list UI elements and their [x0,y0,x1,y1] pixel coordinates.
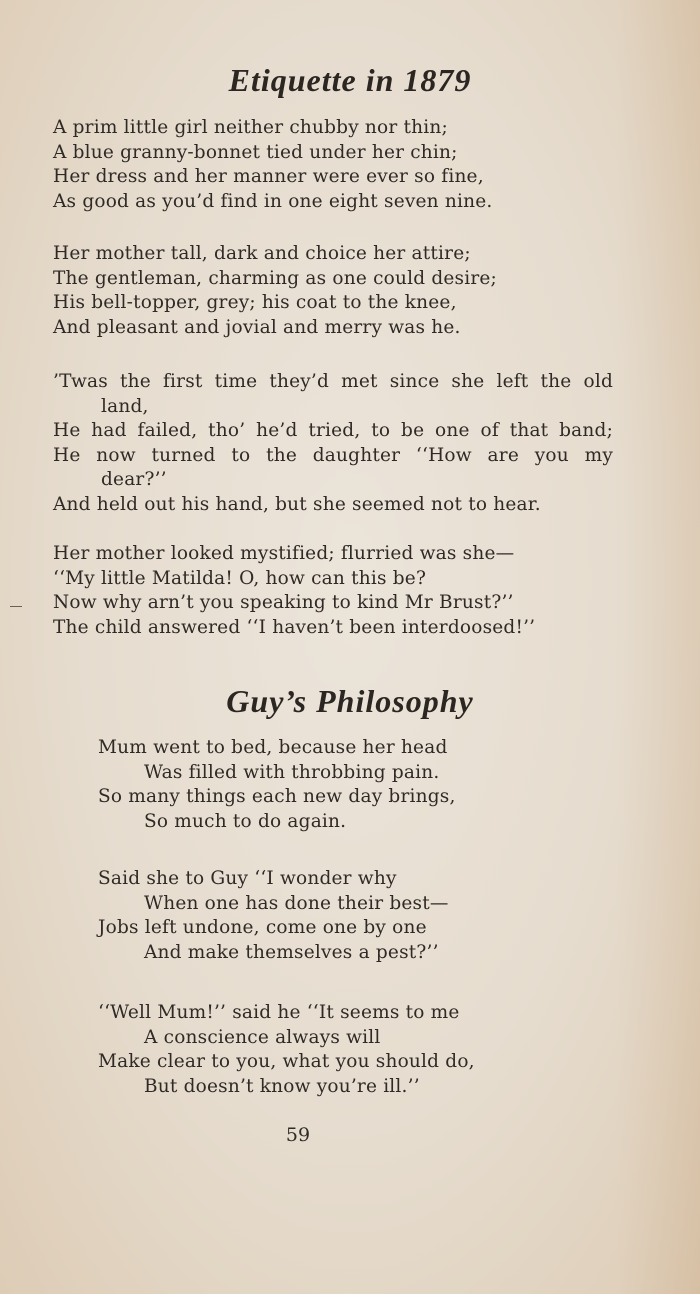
verse-line: And held out his hand, but she seemed not to hear. [53,493,541,515]
stanza [98,867,449,965]
poem-title-etiquette: Etiquette in 1879 [228,62,472,98]
verse-line: land, [101,395,149,417]
verse-line: As good as you’d find in one eight seven nine. [53,190,493,212]
verse-line: And pleasant and jovial and merry was he. [53,316,461,338]
verse-line: So much to do again. [144,810,347,832]
verse-line: dear?’’ [101,469,167,490]
verse-line: A blue granny-bonnet tied under her chin; [53,141,458,163]
verse-line: Now why arn’t you speaking to kind Mr Brust?’’ [53,592,514,613]
verse-line: When one has done their best— [144,892,449,914]
verse-line: Was filled with throbbing pain. [144,761,440,783]
verse-line: Make clear to you, what you should do, [98,1051,475,1072]
stanza [98,736,456,834]
verse-line: A conscience always will [144,1026,381,1048]
margin-mark [10,606,22,607]
verse-line: Jobs left undone, come one by one [98,917,427,938]
verse-line: The child answered ‘‘I haven’t been interdoosed!’’ [53,616,536,638]
poem-title-guys-philosophy: Guy’s Philosophy [226,683,474,719]
verse-line: ‘‘My little Matilda! O, how can this be? [53,567,427,589]
verse-line: ‘‘Well Mum!’’ said he ‘‘It seems to me [98,1002,460,1023]
stanza [53,370,613,517]
verse-line: Said she to Guy ‘‘I wonder why [98,868,397,889]
stanza [53,116,492,214]
stanza [98,1001,475,1099]
page-number: 59 [285,1124,311,1146]
verse-line: A prim little girl neither chubby nor thin; [53,117,448,138]
verse-line: So many things each new day brings, [98,786,456,807]
verse-line: He had failed, tho’ he’d tried, to be one of that band; [53,420,613,441]
verse-line: But doesn’t know you’re ill.’’ [144,1075,420,1097]
verse-line: And make themselves a pest?’’ [144,941,439,963]
stanza [53,542,535,640]
verse-line: His bell-topper, grey; his coat to the knee, [53,292,457,313]
verse-line: Her mother tall, dark and choice her attire; [53,243,471,264]
verse-line: ’Twas the first time they’d met since she left the old [53,371,613,392]
verse-line: Mum went to bed, because her head [98,737,448,758]
verse-line: The gentleman, charming as one could desire; [53,267,497,289]
verse-line: Her dress and her manner were ever so fine, [53,166,484,187]
verse-line: Her mother looked mystified; flurried was she— [53,543,515,564]
stanza [53,242,497,340]
verse-line: He now turned to the daughter ‘‘How are you my [53,444,613,466]
